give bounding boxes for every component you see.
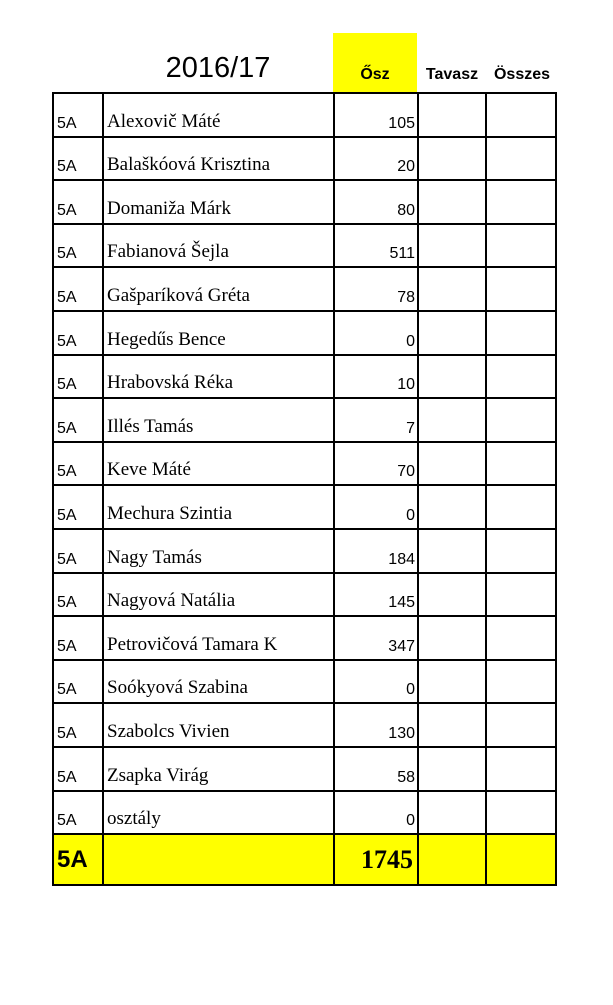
tavasz-cell bbox=[418, 529, 486, 573]
table-row bbox=[53, 573, 556, 617]
osszes-cell bbox=[486, 267, 556, 311]
name-cell: Fabianová Šejla bbox=[103, 224, 334, 268]
osz-cell: 78 bbox=[334, 267, 418, 311]
osz-cell: 145 bbox=[334, 573, 418, 617]
osszes-cell bbox=[486, 834, 556, 885]
column-header-tavasz: Tavasz bbox=[425, 66, 479, 83]
table-row bbox=[53, 398, 556, 442]
osszes-cell bbox=[486, 485, 556, 529]
table-row bbox=[53, 747, 556, 791]
osszes-cell bbox=[486, 311, 556, 355]
osszes-cell bbox=[486, 529, 556, 573]
table-row bbox=[53, 267, 556, 311]
name-cell: Keve Máté bbox=[103, 442, 334, 486]
tavasz-cell bbox=[418, 747, 486, 791]
class-cell: 5A bbox=[53, 442, 103, 486]
score-table-body bbox=[53, 93, 556, 885]
table-row bbox=[53, 442, 556, 486]
class-cell: 5A bbox=[53, 180, 103, 224]
osszes-cell bbox=[486, 703, 556, 747]
osz-cell: 0 bbox=[334, 485, 418, 529]
name-cell: Alexovič Máté bbox=[103, 93, 334, 137]
osszes-cell bbox=[486, 616, 556, 660]
table-row bbox=[53, 791, 556, 835]
class-cell: 5A bbox=[53, 485, 103, 529]
tavasz-cell bbox=[418, 224, 486, 268]
osszes-cell bbox=[486, 93, 556, 137]
tavasz-cell bbox=[418, 834, 486, 885]
class-cell: 5A bbox=[53, 137, 103, 181]
osszes-cell bbox=[486, 791, 556, 835]
year-title: 2016/17 bbox=[165, 52, 271, 84]
osszes-cell bbox=[486, 573, 556, 617]
tavasz-cell bbox=[418, 311, 486, 355]
table-row bbox=[53, 224, 556, 268]
name-cell: Szabolcs Vivien bbox=[103, 703, 334, 747]
table-row bbox=[53, 93, 556, 137]
osz-cell: 0 bbox=[334, 660, 418, 704]
osszes-cell bbox=[486, 660, 556, 704]
tavasz-cell bbox=[418, 267, 486, 311]
class-cell: 5A bbox=[53, 573, 103, 617]
osz-cell: 0 bbox=[334, 791, 418, 835]
name-cell: Hrabovská Réka bbox=[103, 355, 334, 399]
name-cell bbox=[103, 834, 334, 885]
class-cell: 5A bbox=[53, 747, 103, 791]
name-cell: Domaniža Márk bbox=[103, 180, 334, 224]
osz-cell: 58 bbox=[334, 747, 418, 791]
table-row bbox=[53, 703, 556, 747]
class-cell: 5A bbox=[53, 93, 103, 137]
osz-cell: 0 bbox=[334, 311, 418, 355]
table-row bbox=[53, 529, 556, 573]
osszes-cell bbox=[486, 137, 556, 181]
class-cell: 5A bbox=[53, 355, 103, 399]
score-table bbox=[52, 92, 557, 886]
column-header-osz: Ősz bbox=[360, 66, 390, 83]
tavasz-cell bbox=[418, 703, 486, 747]
osszes-cell bbox=[486, 224, 556, 268]
class-cell: 5A bbox=[53, 791, 103, 835]
name-cell: Balaškóová Krisztina bbox=[103, 137, 334, 181]
table-row bbox=[53, 355, 556, 399]
table-row bbox=[53, 180, 556, 224]
class-cell: 5A bbox=[53, 660, 103, 704]
class-cell: 5A bbox=[53, 398, 103, 442]
class-cell: 5A bbox=[53, 311, 103, 355]
name-cell: Mechura Szintia bbox=[103, 485, 334, 529]
osszes-cell bbox=[486, 398, 556, 442]
table-row bbox=[53, 660, 556, 704]
tavasz-cell bbox=[418, 137, 486, 181]
osszes-cell bbox=[486, 355, 556, 399]
osz-cell: 1745 bbox=[334, 834, 418, 885]
osszes-cell bbox=[486, 442, 556, 486]
tavasz-cell bbox=[418, 573, 486, 617]
table-row bbox=[53, 137, 556, 181]
osz-cell: 130 bbox=[334, 703, 418, 747]
column-header-osszes: Összes bbox=[493, 66, 551, 83]
class-cell: 5A bbox=[53, 224, 103, 268]
tavasz-cell bbox=[418, 616, 486, 660]
osz-cell: 184 bbox=[334, 529, 418, 573]
name-cell: Illés Tamás bbox=[103, 398, 334, 442]
tavasz-cell bbox=[418, 791, 486, 835]
tavasz-cell bbox=[418, 398, 486, 442]
tavasz-cell bbox=[418, 485, 486, 529]
osz-cell: 7 bbox=[334, 398, 418, 442]
tavasz-cell bbox=[418, 355, 486, 399]
osz-cell: 80 bbox=[334, 180, 418, 224]
table-row bbox=[53, 311, 556, 355]
osz-cell: 10 bbox=[334, 355, 418, 399]
total-row bbox=[53, 834, 556, 885]
name-cell: Hegedűs Bence bbox=[103, 311, 334, 355]
osz-cell: 511 bbox=[334, 224, 418, 268]
name-cell: Nagy Tamás bbox=[103, 529, 334, 573]
table-row bbox=[53, 616, 556, 660]
name-cell: Soókyová Szabina bbox=[103, 660, 334, 704]
osszes-cell bbox=[486, 747, 556, 791]
class-cell: 5A bbox=[53, 529, 103, 573]
class-cell: 5A bbox=[53, 267, 103, 311]
tavasz-cell bbox=[418, 180, 486, 224]
osz-cell: 70 bbox=[334, 442, 418, 486]
table-row bbox=[53, 485, 556, 529]
name-cell: Gašparíková Gréta bbox=[103, 267, 334, 311]
osz-cell: 20 bbox=[334, 137, 418, 181]
osszes-cell bbox=[486, 180, 556, 224]
tavasz-cell bbox=[418, 660, 486, 704]
tavasz-cell bbox=[418, 93, 486, 137]
tavasz-cell bbox=[418, 442, 486, 486]
name-cell: osztály bbox=[103, 791, 334, 835]
class-cell: 5A bbox=[53, 703, 103, 747]
class-cell: 5A bbox=[53, 616, 103, 660]
class-cell: 5A bbox=[53, 834, 103, 885]
osz-cell: 347 bbox=[334, 616, 418, 660]
name-cell: Zsapka Virág bbox=[103, 747, 334, 791]
name-cell: Petrovičová Tamara K bbox=[103, 616, 334, 660]
osz-cell: 105 bbox=[334, 93, 418, 137]
name-cell: Nagyová Natália bbox=[103, 573, 334, 617]
